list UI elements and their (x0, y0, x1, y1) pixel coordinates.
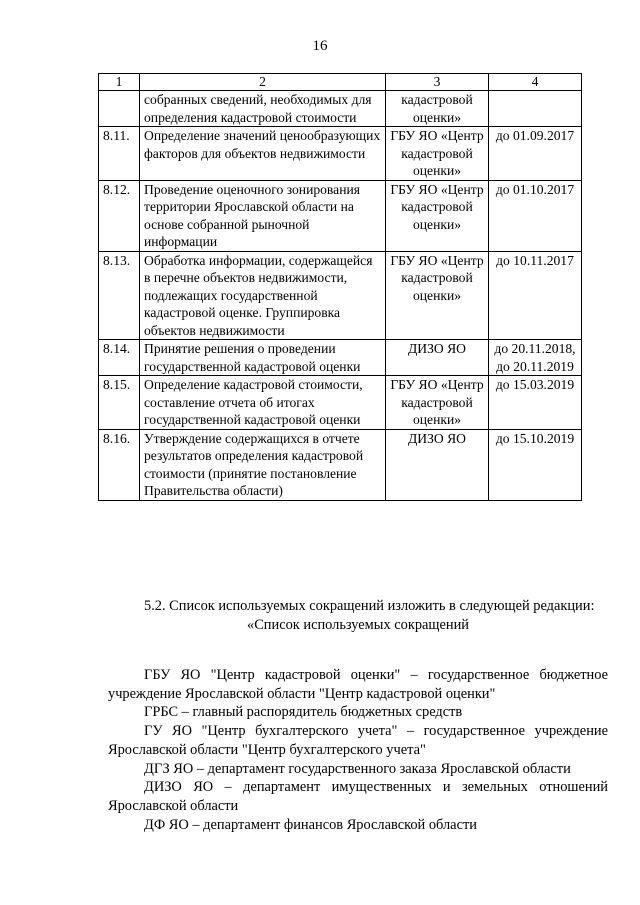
task-description: Обработка информации, содержащейся в перечне объектов недвижимости, подлежащих государственной кадастровой оценке. Группировка объектов недвижимости (140, 251, 386, 340)
responsible-party: ГБУ ЯО «Центр кадастровой оценки» (386, 376, 489, 430)
deadline: до 15.10.2019 (489, 429, 582, 500)
abbreviation-entry: ДФ ЯО – департамент финансов Ярославской области (144, 816, 477, 833)
abbreviation-entry: ГУ ЯО "Центр бухгалтерского учета" – государственное учреждение Ярославской области "Центр бухгалтерского учета" (108, 723, 608, 758)
table-row (99, 251, 582, 340)
abbreviation-entry: ДИЗО ЯО – департамент имущественных и земельных отношений Ярославской области (108, 779, 608, 814)
list-title: «Список используемых сокращений (247, 616, 469, 633)
deadline: до 01.09.2017 (489, 127, 582, 181)
responsible-party: ГБУ ЯО «Центр кадастровой оценки» (386, 180, 489, 251)
table-row (99, 376, 582, 430)
task-description: собранных сведений, необходимых для определения кадастровой стоимости (140, 91, 386, 127)
row-number: 8.15. (99, 376, 140, 430)
responsible-party: ГБУ ЯО «Центр кадастровой оценки» (386, 251, 489, 340)
row-number (99, 91, 140, 127)
task-description: Определение значений ценообразующих факторов для объектов недвижимости (140, 127, 386, 181)
deadline: до 10.11.2017 (489, 251, 582, 340)
schedule-table (98, 73, 582, 501)
column-header: 1 (99, 74, 140, 91)
amendment-section (108, 597, 608, 634)
row-number: 8.13. (99, 251, 140, 340)
column-header: 3 (386, 74, 489, 91)
row-number: 8.14. (99, 340, 140, 376)
table-header-row (99, 74, 582, 91)
task-description: Проведение оценочного зонирования территории Ярославской области на основе собранной рыночной информации (140, 180, 386, 251)
table-row (99, 340, 582, 376)
responsible-party: ДИЗО ЯО (386, 429, 489, 500)
deadline: до 20.11.2018, до 20.11.2019 (489, 340, 582, 376)
table-row (99, 180, 582, 251)
responsible-party: ДИЗО ЯО (386, 340, 489, 376)
amendment-intro: 5.2. Список используемых сокращений изложить в следующей редакции: (144, 598, 595, 614)
deadline: до 01.10.2017 (489, 180, 582, 251)
page-number: 16 (312, 38, 328, 54)
row-number: 8.16. (99, 429, 140, 500)
column-header: 4 (489, 74, 582, 91)
abbreviation-entry: ГБУ ЯО "Центр кадастровой оценки" – государственное бюджетное учреждение Ярославской области "Центр кадастровой оценки" (108, 667, 608, 702)
abbreviations-list (108, 666, 608, 834)
responsible-party: ГБУ ЯО «Центр кадастровой оценки» (386, 127, 489, 181)
abbreviation-entry: ГРБС – главный распорядитель бюджетных средств (144, 704, 463, 721)
task-description: Определение кадастровой стоимости, составление отчета об итогах государственной кадастровой оценки (140, 376, 386, 430)
responsible-party: кадастровой оценки» (386, 91, 489, 127)
task-description: Принятие решения о проведении государственной кадастровой оценки (140, 340, 386, 376)
table-row (99, 429, 582, 500)
row-number: 8.11. (99, 127, 140, 181)
row-number: 8.12. (99, 180, 140, 251)
table-row (99, 127, 582, 181)
column-header: 2 (140, 74, 386, 91)
deadline: до 15.03.2019 (489, 376, 582, 430)
abbreviation-entry: ДГЗ ЯО – департамент государственного заказа Ярославской области (144, 760, 571, 777)
task-description: Утверждение содержащихся в отчете результатов определения кадастровой стоимости (принятие постановление Правительства области) (140, 429, 386, 500)
deadline (489, 91, 582, 127)
table-row (99, 91, 582, 127)
